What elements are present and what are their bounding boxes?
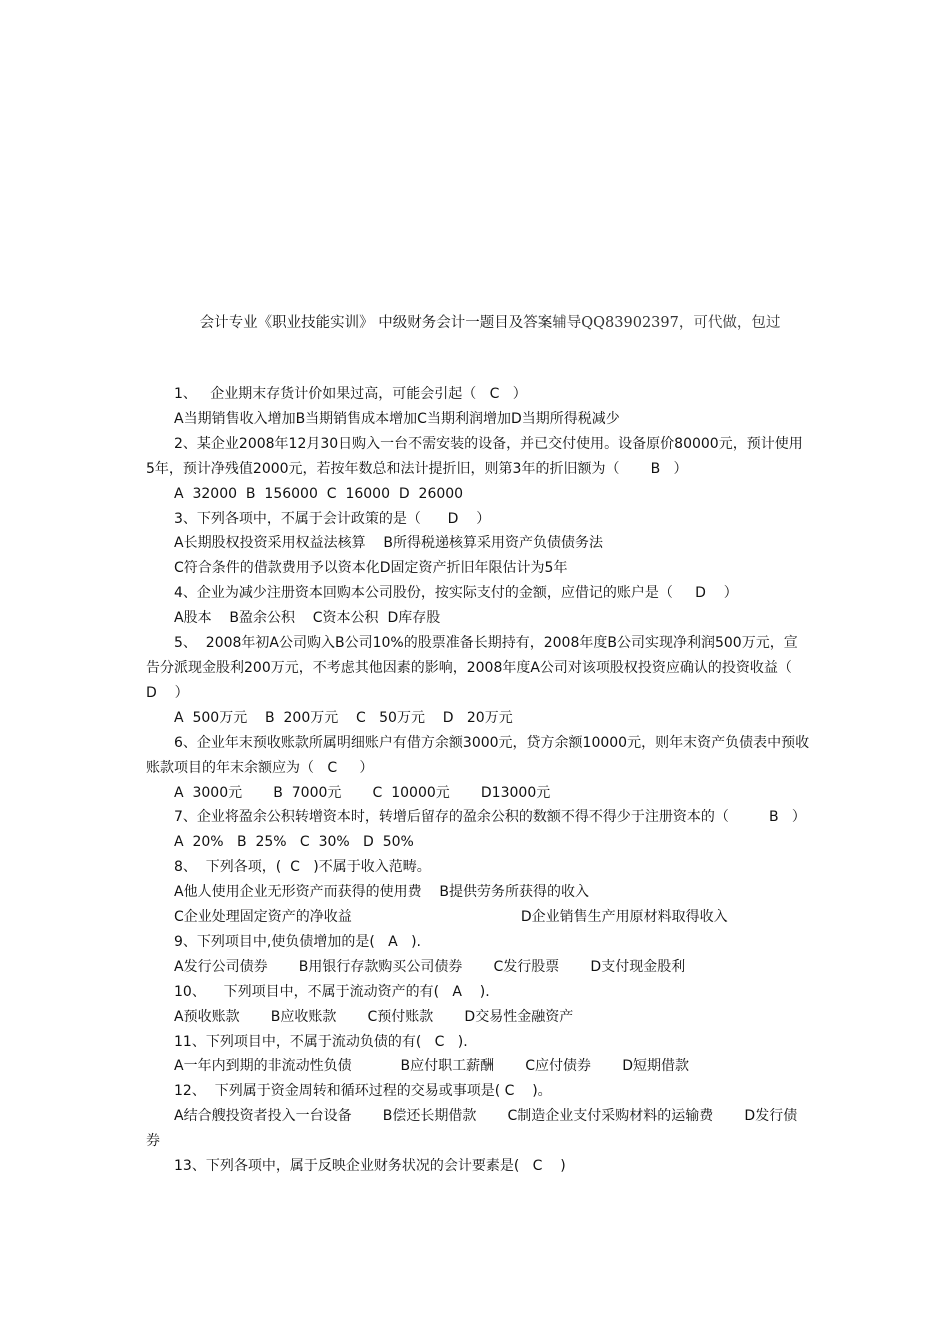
question-12-options: A结合艘投资者投入一台设备 B偿还长期借款 C制造企业支付采购材料的运输费 D发行债券 [146, 1108, 798, 1150]
question-2-options: A 32000 B 156000 C 16000 D 26000 [174, 485, 464, 502]
question-5: 5、 2008年初A公司购入B公司10%的股票准备长期持有，2008年度B公司实现净利润500万元，宣告分派现金股利200万元，不考虑其他因素的影响，2008年度A公司对该项股权投资应确认的投资收益（ D ） [146, 635, 810, 701]
question-1-options: A当期销售收入增加B当期销售成本增加C当期利润增加D当期所得税减少 [174, 410, 620, 427]
question-9: 9、下列项目中,使负债增加的是( A ). [174, 933, 422, 950]
question-1: 1、 企业期末存货计价如果过高，可能会引起（ C ） [174, 386, 527, 402]
question-7-options: A 20% B 25% C 30% D 50% [174, 834, 414, 851]
question-5-options: A 500万元 B 200万元 C 50万元 D 20万元 [174, 709, 513, 726]
question-10-options: A预收账款 B应收账款 C预付账款 D交易性金融资产 [174, 1008, 574, 1025]
question-12: 12、 下列属于资金周转和循环过程的交易或事项是( C )。 [174, 1083, 552, 1100]
title-tail: 辅导QQ83902397，可代做，包过 [552, 315, 781, 331]
question-6: 6、企业年末预收账款所属明细账户有借方余额3000元，贷方余额10000元，则年末资产负债表中预收账款项目的年末余额应为（ C ） [146, 734, 810, 776]
question-4: 4、企业为减少注册资本回购本公司股份，按实际支付的金额，应借记的账户是（ D ） [174, 585, 738, 602]
question-10: 10、 下列项目中，不属于流动资产的有( A ). [174, 983, 490, 1000]
question-3-options-ab: A长期股权投资采用权益法核算 B所得税递核算采用资产负债债务法 [174, 535, 603, 552]
question-7: 7、企业将盈余公积转增资本时，转增后留存的盈余公积的数额不得不得少于注册资本的（ B ） [174, 809, 806, 826]
question-8: 8、 下列各项，( C )不属于收入范畴。 [174, 859, 431, 876]
question-4-options: A股本 B盈余公积 C资本公积 D库存股 [174, 610, 441, 627]
question-2: 2、某企业2008年12月30日购入一台不需安装的设备，并已交付使用。设备原价80000元，预计使用5年，预计净残值2000元，若按年数总和法计提折旧，则第3年的折旧额为（ B ） [146, 435, 803, 477]
question-11-options: A一年内到期的非流动性负债 B应付职工薪酬 C应付债券 D短期借款 [174, 1058, 689, 1075]
question-3: 3、下列各项中，不属于会计政策的是（ D ） [174, 510, 491, 527]
question-9-options: A发行公司债券 B用银行存款购买公司债券 C发行股票 D支付现金股利 [174, 958, 686, 975]
question-3-options-cd: C符合条件的借款费用予以资本化D固定资产折旧年限估计为5年 [174, 560, 568, 577]
question-11: 11、下列项目中，不属于流动负债的有( C ). [174, 1033, 468, 1050]
title-main: 会计专业《职业技能实训》 中级财务会计一题目及答案 [199, 315, 553, 331]
page-title [0, 313, 950, 333]
question-6-options: A 3000元 B 7000元 C 10000元 D13000元 [174, 784, 551, 801]
question-8-options-ab: A他人使用企业无形资产而获得的使用费 B提供劳务所获得的收入 [174, 884, 589, 901]
question-8-options-cd: C企业处理固定资产的净收益 D企业销售生产用原材料取得收入 [174, 909, 728, 926]
question-13: 13、下列各项中，属于反映企业财务状况的会计要素是( C ) [174, 1158, 566, 1175]
question-list [146, 382, 810, 1179]
